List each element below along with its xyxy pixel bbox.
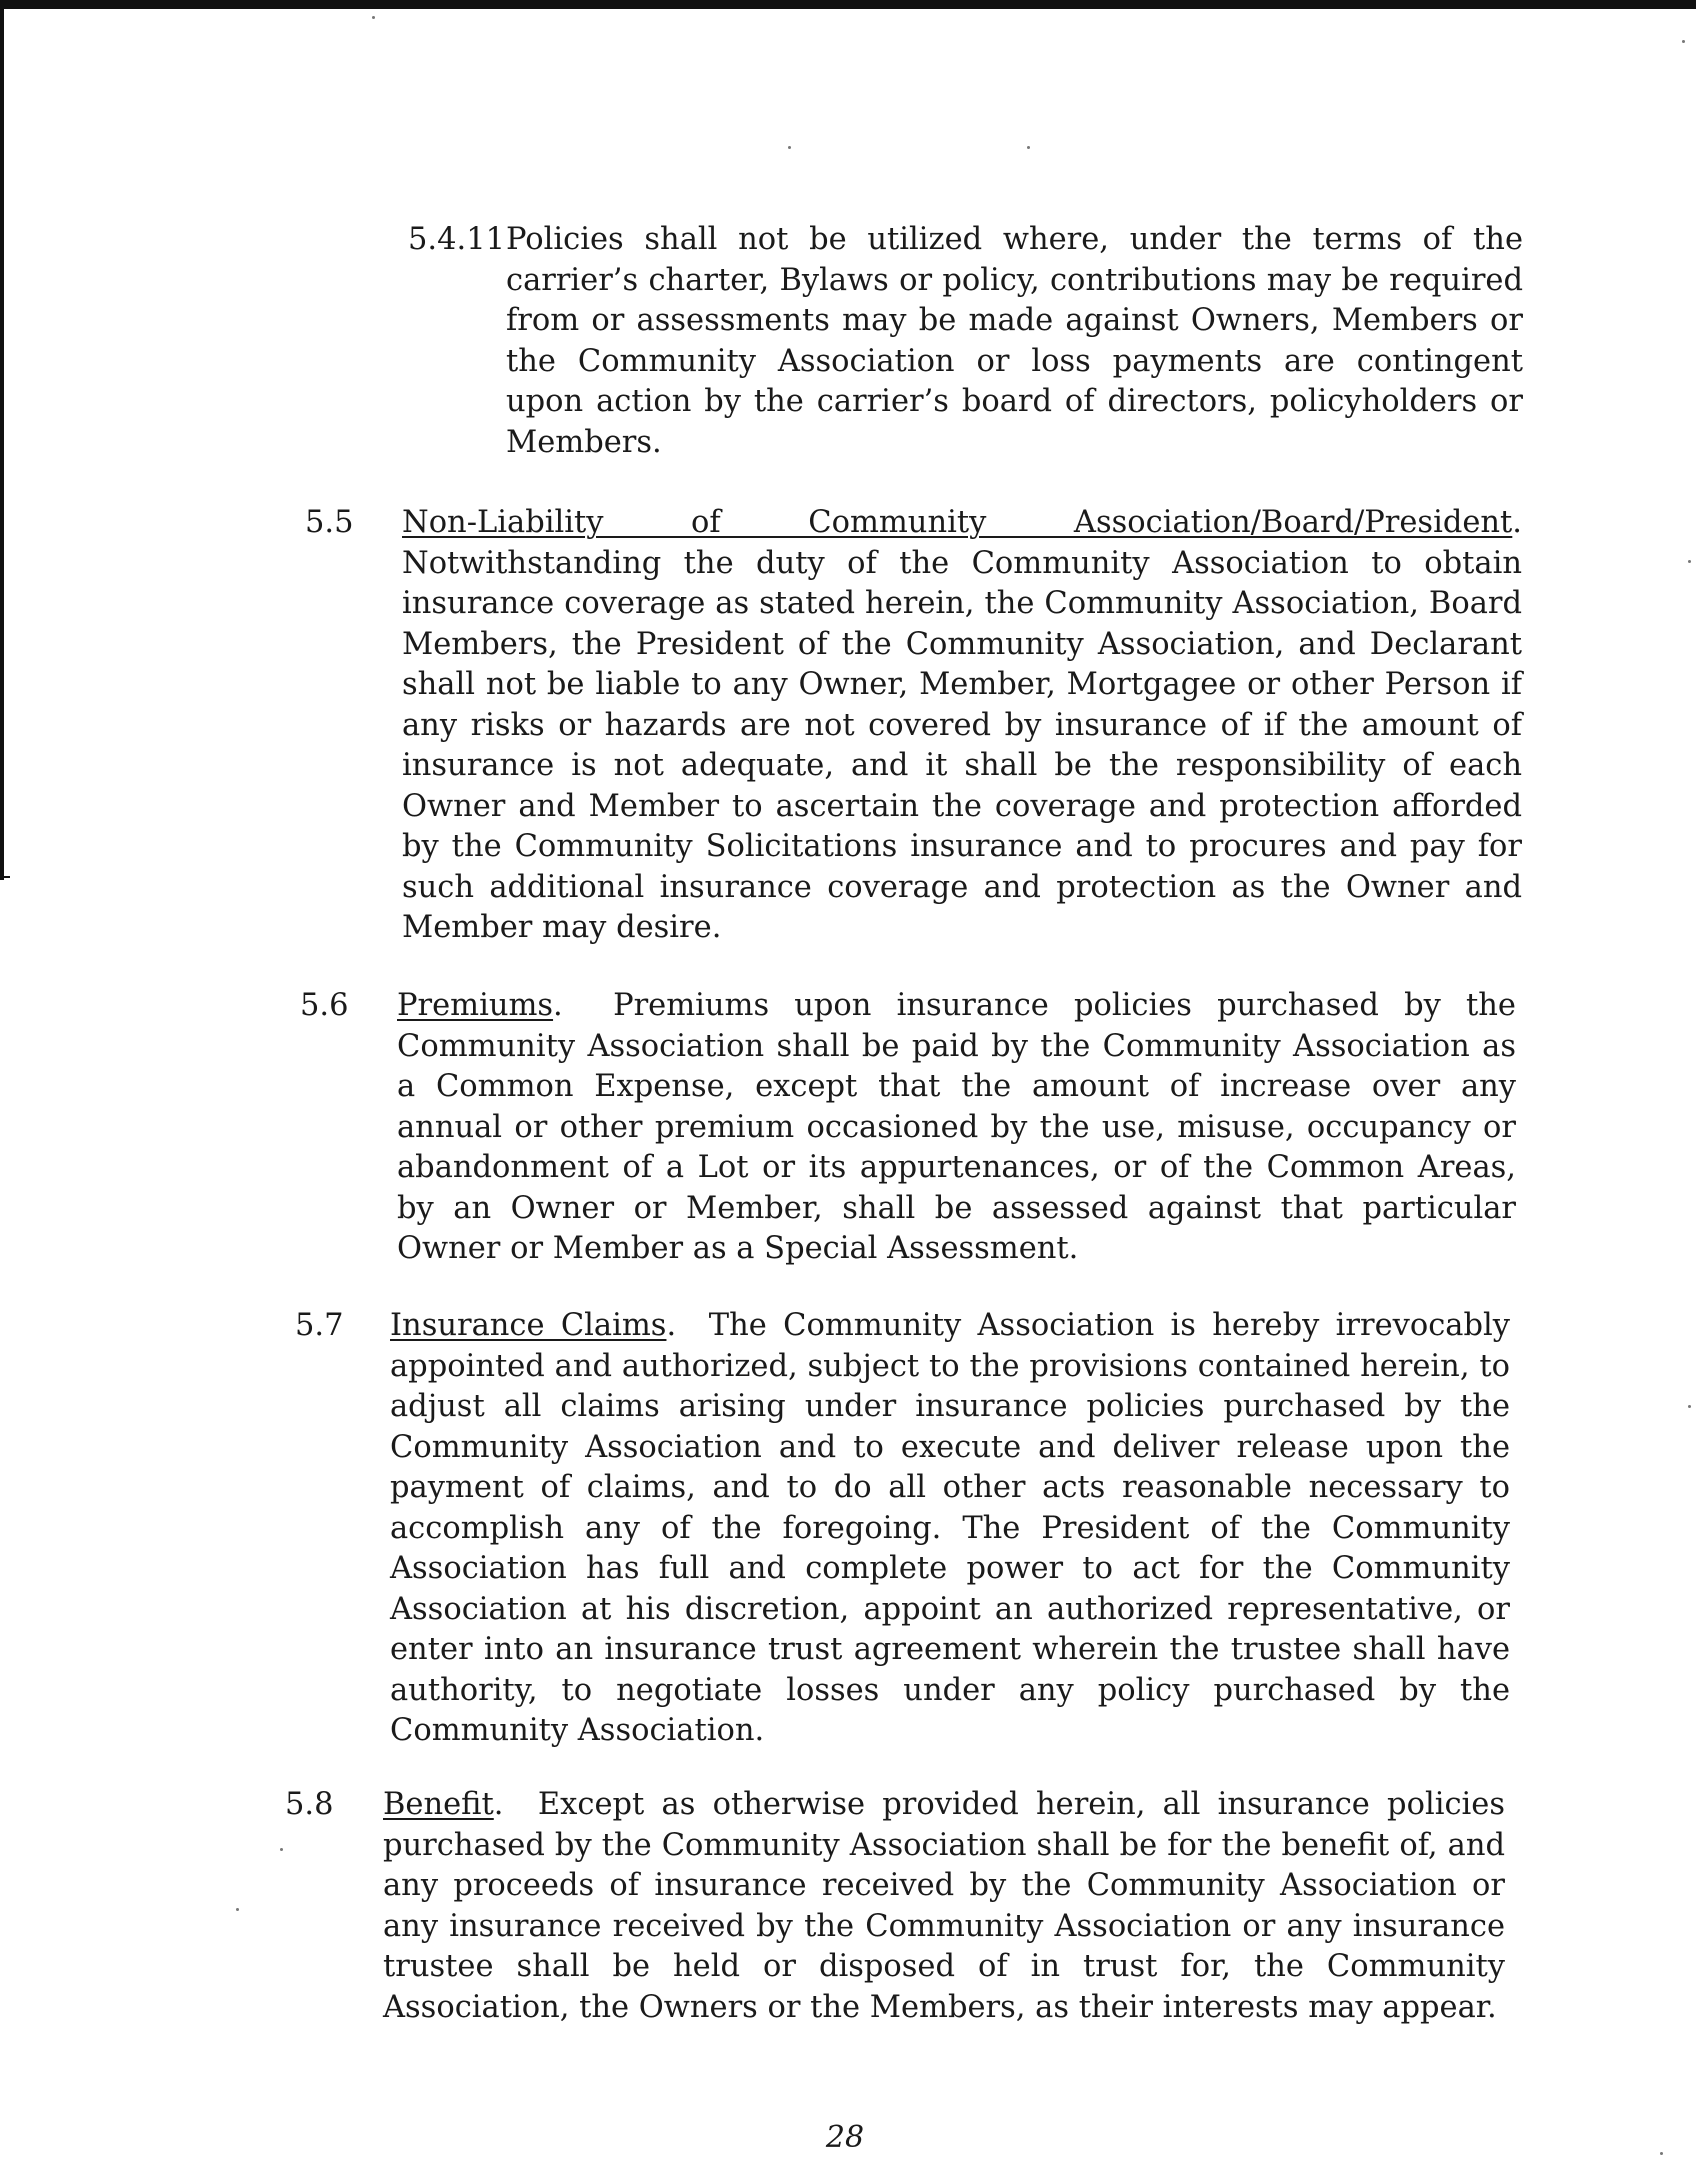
scan-left-edge (0, 0, 4, 880)
scan-speck (236, 1908, 239, 1911)
scan-speck (1660, 2152, 1663, 2155)
section-5-5 (305, 503, 1522, 963)
section-text (390, 1306, 1510, 1752)
scan-speck (1688, 560, 1691, 563)
heading-period: . (553, 988, 614, 1023)
scan-speck (372, 16, 375, 19)
section-number: 5.7 (295, 1308, 344, 1343)
section-text: Notwithstanding the duty of the Community Association to obtain insurance coverage as stated herein, the Community Association, Board Members, the President of the Community Association, and Declarant shall not be liable to any Owner, Member, Mortgagee or other Person if any risks or hazards are not covered by insurance of if the amount of insurance is not adequate, and it shall be the responsibility of each Owner and Member to ascertain the coverage and protection afforded by the Community Solicitations insurance and to procures and pay for such additional insurance coverage and protection as the Owner and Member may desire. (402, 545, 1522, 945)
scan-speck (1027, 146, 1030, 149)
section-heading: Benefit (383, 1787, 494, 1822)
section-5-8 (285, 1785, 1505, 2075)
section-5-6 (300, 986, 1516, 1276)
section-body: The Community Association is hereby irrevocably appointed and authorized, subject to the provisions contained herein, to adjust all claims arising under insurance policies purchased by the Community Association and to execute and deliver release upon the payment of claims, and to do all other acts reasonable necessary to accomplish any of the foregoing. The President of the Community Association has full and complete power to act for the Community Association at his discretion, appoint an authorized representative, or enter into an insurance trust agreement wherein the trustee shall have authority, to negotiate losses under any policy purchased by the Community Association. (390, 1308, 1510, 1748)
section-text (383, 1785, 1505, 2028)
heading-period: . (493, 1787, 538, 1822)
section-5-7 (295, 1306, 1510, 1766)
scan-speck (280, 1848, 283, 1851)
section-number: 5.6 (300, 988, 349, 1023)
scan-speck (1688, 1405, 1691, 1408)
page-number: 28 (825, 2120, 865, 2155)
section-number: 5.5 (305, 505, 354, 540)
heading-period: . (1512, 505, 1522, 540)
scan-speck (788, 146, 791, 149)
section-5-4-11 (408, 220, 1523, 470)
heading-period: . (666, 1308, 709, 1343)
section-heading: Non-Liability of Community Association/Board/President (402, 505, 1513, 540)
section-body: Premiums upon insurance policies purchased by the Community Association shall be paid by the Community Association as a Common Expense, except that the amount of increase over any annual or other premium occasioned by the use, misuse, occupancy or abandonment of a Lot or its appurtenances, or of the Common Areas, by an Owner or Member, shall be assessed against that particular Owner or Member as a Special Assessment. (397, 988, 1516, 1266)
section-heading: Premiums (397, 988, 554, 1023)
scan-edge-mark (0, 876, 10, 878)
section-heading: Insurance Claims (390, 1308, 667, 1343)
section-body: Except as otherwise provided herein, all insurance policies purchased by the Community Association shall be for the benefit of, and any proceeds of insurance received by the Community Association or any insurance received by the Community Association or any insurance trustee shall be held or disposed of in trust for, the Community Association, the Owners or the Members, as their interests may appear. (383, 1787, 1505, 2025)
section-number: 5.8 (285, 1787, 334, 1822)
section-heading-line (402, 503, 1522, 544)
scan-top-edge (0, 0, 1696, 9)
scan-speck (1682, 40, 1685, 43)
section-text (397, 986, 1516, 1270)
section-text: Policies shall not be utilized where, under the terms of the carrier’s charter, Bylaws or policy, contributions may be required from or assessments may be made against Owners, Members or the Community Association or loss payments are contingent upon action by the carrier’s board of directors, policyholders or Members. (506, 222, 1523, 460)
section-number: 5.4.11 (408, 222, 506, 257)
